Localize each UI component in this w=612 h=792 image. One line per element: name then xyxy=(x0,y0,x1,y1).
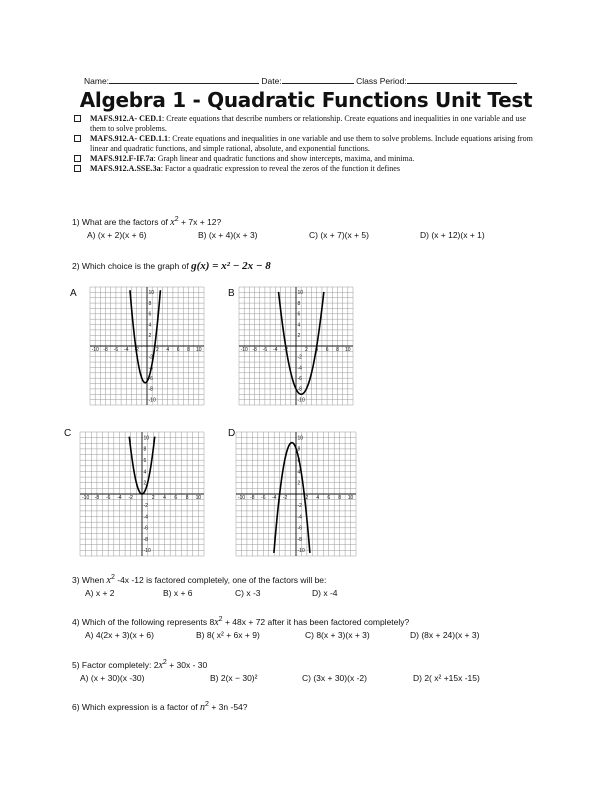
y-tick-label: 4 xyxy=(143,469,147,476)
q1-choice-b[interactable]: B) (x + 4)(x + 3) xyxy=(198,230,258,240)
y-tick-label: 8 xyxy=(148,300,152,307)
standard-code: MAFS.912.A- CED.1.1 xyxy=(90,134,168,143)
parabola-curve xyxy=(271,443,310,553)
y-tick-label: 10 xyxy=(297,290,304,297)
x-tick-label: -4 xyxy=(273,347,278,353)
q1-exponent: 2 xyxy=(174,215,179,223)
y-tick-label: -2 xyxy=(143,503,148,510)
y-tick-label: -2 xyxy=(148,354,153,361)
x-tick-label: 10 xyxy=(345,347,351,353)
class-period-label: Class Period: xyxy=(356,76,407,86)
y-tick-label: -8 xyxy=(143,536,148,543)
x-tick-label: 10 xyxy=(196,347,202,353)
date-blank[interactable] xyxy=(282,74,354,84)
q1-choice-c[interactable]: C) (x + 7)(x + 5) xyxy=(309,230,369,240)
x-tick-label: -8 xyxy=(252,347,257,353)
x-tick-label: -2 xyxy=(283,347,288,353)
x-tick-label: -8 xyxy=(250,495,255,501)
x-tick-label: -6 xyxy=(105,495,111,501)
x-tick-label: 8 xyxy=(336,347,339,353)
standard-item xyxy=(74,114,534,134)
q1-variable: x xyxy=(170,216,175,228)
graph-c[interactable] xyxy=(76,428,208,560)
graph-label-c: C xyxy=(64,428,72,439)
x-tick-label: 4 xyxy=(316,495,320,501)
q4-prompt-start: 4) Which of the following represents 8 xyxy=(72,616,215,627)
y-tick-label: 4 xyxy=(148,322,152,329)
y-tick-label: -4 xyxy=(297,365,302,372)
checkbox-icon xyxy=(74,165,81,172)
x-tick-label: 6 xyxy=(176,347,180,353)
y-tick-label: -2 xyxy=(297,503,302,510)
graph-b[interactable] xyxy=(235,283,357,409)
q3-choice-a[interactable]: A) x + 2 xyxy=(85,588,115,598)
q5-choice-a[interactable]: A) (x + 30)(x -30) xyxy=(80,673,145,683)
x-tick-label: -2 xyxy=(282,495,288,501)
x-tick-label: 2 xyxy=(304,347,308,353)
y-tick-label: -6 xyxy=(148,375,153,382)
q4-prompt-end: + 48x + 72 after it has been factored completely? xyxy=(222,616,410,627)
y-tick-label: 4 xyxy=(297,322,301,329)
standard-code: MAFS.912.A.SSE.3a xyxy=(90,164,161,173)
q3-variable: x xyxy=(106,574,111,586)
question-3 xyxy=(72,573,326,586)
x-tick-label: 4 xyxy=(166,347,170,353)
y-tick-label: -10 xyxy=(297,397,305,404)
x-tick-label: -2 xyxy=(134,347,139,353)
standard-text: : Create equations and inequalities in one variable and use them to solve problems. Include equations arising from linear and quadratic functions, and simple rational, absolute, and exponential functions. xyxy=(90,134,533,153)
q3-exponent: 2 xyxy=(110,573,115,581)
q1-choice-d[interactable]: D) (x + 12)(x + 1) xyxy=(420,230,485,240)
y-tick-label: 10 xyxy=(143,435,150,442)
q5-choice-d[interactable]: D) 2( x² +15x -15) xyxy=(413,673,480,683)
question-6 xyxy=(72,700,248,713)
x-tick-label: -10 xyxy=(237,495,246,501)
q5-prompt-end: + 30x - 30 xyxy=(166,659,208,670)
x-tick-label: 8 xyxy=(185,495,189,501)
y-tick-label: -6 xyxy=(143,525,148,532)
y-tick-label: 8 xyxy=(297,446,301,453)
x-tick-label: 2 xyxy=(155,347,159,353)
standard-text: : Graph linear and quadratic functions and show intercepts, maxima, and minima. xyxy=(153,154,415,163)
x-tick-label: 4 xyxy=(315,347,319,353)
x-tick-label: 8 xyxy=(338,495,342,501)
page-title: Algebra 1 - Quadratic Functions Unit Test xyxy=(79,88,533,112)
q4-variable: x xyxy=(214,616,219,628)
q5-prompt-start: 5) Factor completely: 2 xyxy=(72,659,159,670)
y-tick-label: 2 xyxy=(297,480,301,487)
q3-choice-c[interactable]: C) x -3 xyxy=(235,588,261,598)
y-tick-label: 2 xyxy=(148,333,152,340)
q4-choice-c[interactable]: C) 8(x + 3)(x + 3) xyxy=(305,630,370,640)
y-tick-label: -10 xyxy=(143,548,151,555)
y-tick-label: 10 xyxy=(148,290,155,297)
y-tick-label: 2 xyxy=(297,333,301,340)
x-tick-label: -4 xyxy=(124,347,129,353)
x-tick-label: 2 xyxy=(305,495,309,501)
y-tick-label: -4 xyxy=(148,365,153,372)
name-blank[interactable] xyxy=(109,74,259,84)
y-tick-label: 2 xyxy=(143,480,147,487)
standard-text: : Factor a quadratic expression to reveal the zeros of the function it defines xyxy=(160,164,400,173)
x-tick-label: 4 xyxy=(163,495,166,501)
q4-choice-b[interactable]: B) 8( x² + 6x + 9) xyxy=(196,630,260,640)
q6-prompt-start: 6) Which expression is a factor of xyxy=(72,701,198,712)
graph-a[interactable] xyxy=(86,283,208,409)
q4-choice-d[interactable]: D) (8x + 24)(x + 3) xyxy=(410,630,480,640)
y-tick-label: 6 xyxy=(297,457,301,464)
x-tick-label: 10 xyxy=(347,495,354,501)
student-info-line xyxy=(84,74,517,86)
checkbox-icon xyxy=(74,115,81,122)
q5-choice-b[interactable]: B) 2(x − 30)² xyxy=(210,673,258,683)
name-label: Name: xyxy=(84,76,110,86)
y-tick-label: 4 xyxy=(297,469,301,476)
q5-choice-c[interactable]: C) (3x + 30)(x -2) xyxy=(302,673,367,683)
graph-label-d: D xyxy=(228,428,236,439)
q3-choice-b[interactable]: B) x + 6 xyxy=(163,588,193,598)
standard-item xyxy=(74,164,534,174)
graph-label-a: A xyxy=(70,288,77,299)
y-tick-label: 10 xyxy=(297,435,304,442)
y-tick-label: -4 xyxy=(143,514,148,521)
x-tick-label: -2 xyxy=(128,495,133,501)
x-tick-label: 6 xyxy=(325,347,329,353)
y-tick-label: -6 xyxy=(297,375,302,382)
q4-choice-a[interactable]: A) 4(2x + 3)(x + 6) xyxy=(85,630,154,640)
question-4 xyxy=(72,615,409,628)
standards-list xyxy=(74,114,534,174)
x-tick-label: 8 xyxy=(187,347,190,353)
x-tick-label: -6 xyxy=(262,347,268,353)
q2-function: g(x) = x² − 2x − 8 xyxy=(191,260,271,272)
question-2 xyxy=(72,260,271,272)
date-label: Date: xyxy=(261,76,282,86)
y-tick-label: -8 xyxy=(297,536,302,543)
x-tick-label: -6 xyxy=(261,495,266,501)
y-tick-label: 6 xyxy=(148,311,152,318)
y-tick-label: 6 xyxy=(143,457,147,464)
x-tick-label: -10 xyxy=(91,347,99,353)
standard-item xyxy=(74,134,534,154)
y-tick-label: -4 xyxy=(297,514,302,521)
x-tick-label: -10 xyxy=(82,495,90,501)
graph-d[interactable] xyxy=(232,428,360,560)
q1-choice-a[interactable]: A) (x + 2)(x + 6) xyxy=(87,230,147,240)
y-tick-label: -10 xyxy=(148,397,156,404)
x-tick-label: -10 xyxy=(240,347,248,353)
x-tick-label: -4 xyxy=(271,495,277,501)
q1-expression: + 7x + 12? xyxy=(178,216,222,227)
y-tick-label: 8 xyxy=(143,446,147,453)
y-tick-label: 8 xyxy=(297,300,301,307)
standard-code: MAFS.912.A- CED.1 xyxy=(90,114,162,123)
q5-exponent: 2 xyxy=(162,658,167,666)
q3-prompt-start: 3) When xyxy=(72,574,105,585)
y-tick-label: -10 xyxy=(297,548,305,555)
q3-choice-d[interactable]: D) x -4 xyxy=(312,588,338,598)
y-tick-label: -8 xyxy=(148,386,153,393)
x-tick-label: 10 xyxy=(195,495,202,501)
q6-variable: n xyxy=(200,701,206,713)
class-period-blank[interactable] xyxy=(407,74,517,84)
q6-exponent: 2 xyxy=(205,700,209,708)
y-tick-label: 6 xyxy=(297,311,301,318)
q5-variable: x xyxy=(158,659,163,671)
q2-prompt: 2) Which choice is the graph of xyxy=(72,261,189,271)
y-tick-label: -2 xyxy=(297,354,302,361)
q4-exponent: 2 xyxy=(218,615,223,623)
parabola-curve xyxy=(130,290,160,383)
standard-code: MAFS.912.F-IF.7a xyxy=(90,154,154,163)
q3-prompt-end: -4x -12 is factored completely, one of the factors will be: xyxy=(114,574,327,585)
x-tick-label: -8 xyxy=(103,347,108,353)
question-1 xyxy=(72,215,221,228)
checkbox-icon xyxy=(74,155,81,162)
x-tick-label: -8 xyxy=(94,495,100,501)
standard-item xyxy=(74,154,534,164)
x-tick-label: -6 xyxy=(113,347,119,353)
x-tick-label: 2 xyxy=(151,495,155,501)
graph-label-b: B xyxy=(228,288,235,299)
y-tick-label: -8 xyxy=(297,386,302,393)
x-tick-label: 6 xyxy=(174,495,178,501)
standard-text: : Create equations that describe numbers or relationship. Create equations and inequalities in one variable and use them to solve problems. xyxy=(90,114,527,133)
checkbox-icon xyxy=(74,135,81,142)
x-tick-label: 6 xyxy=(327,495,331,501)
x-tick-label: -4 xyxy=(117,495,122,501)
question-5 xyxy=(72,658,207,671)
y-tick-label: -6 xyxy=(297,525,302,532)
q1-prompt: 1) What are the factors of xyxy=(72,216,168,227)
q6-prompt-end: + 3n -54? xyxy=(208,701,248,712)
